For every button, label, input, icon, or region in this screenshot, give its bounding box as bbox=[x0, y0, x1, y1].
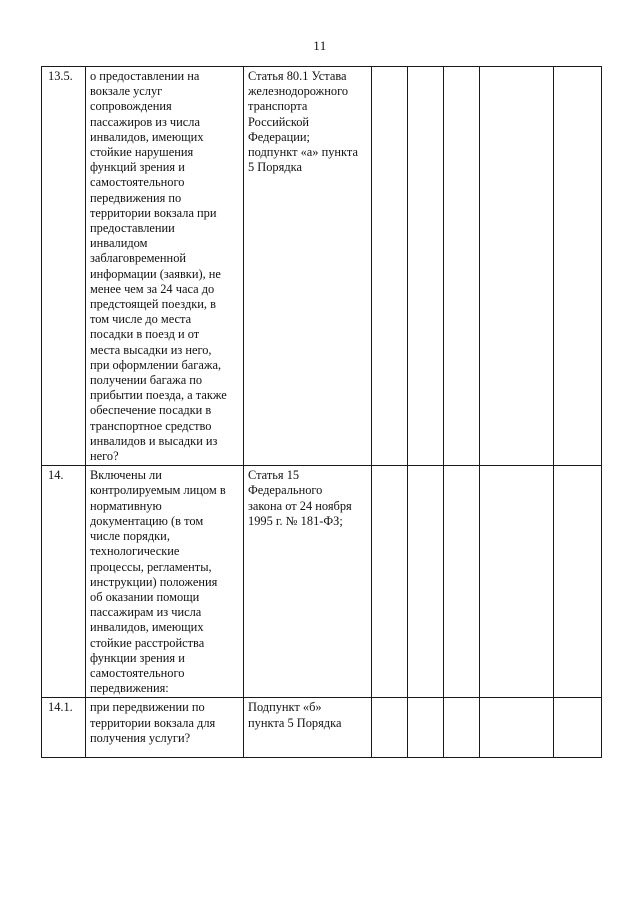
extra-cell[interactable] bbox=[554, 67, 602, 466]
question-text-line: том числе до места bbox=[90, 312, 192, 327]
legal-basis-text-line: Федерального bbox=[248, 483, 323, 498]
question-text-line: обеспечение посадки в bbox=[90, 403, 212, 418]
question-text-line: об оказании помощи bbox=[90, 589, 200, 604]
answer-na-cell[interactable] bbox=[444, 698, 480, 758]
question-text-line: инвалидов и высадки из bbox=[90, 433, 218, 448]
legal-basis-text-line: Статья 80.1 Устава bbox=[248, 69, 347, 83]
question-text-line: самостоятельного bbox=[90, 665, 185, 680]
question-text-line: при оформлении багажа, bbox=[90, 357, 222, 372]
question-text-line: предоставлении bbox=[90, 221, 175, 236]
table-row bbox=[42, 698, 602, 758]
answer-no-cell[interactable] bbox=[408, 698, 444, 758]
question-text-line: пассажиров из числа bbox=[90, 114, 200, 129]
checklist-table bbox=[41, 66, 602, 758]
legal-basis-cell bbox=[244, 698, 372, 758]
table-row bbox=[42, 466, 602, 698]
legal-basis-text-line: 1995 г. № 181-ФЗ; bbox=[248, 513, 343, 528]
question-text-line: инвалидом bbox=[90, 236, 148, 251]
question-text-line: места высадки из него, bbox=[90, 342, 212, 357]
answer-no-cell[interactable] bbox=[408, 67, 444, 466]
note-cell[interactable] bbox=[480, 698, 554, 758]
question-text-line: технологические bbox=[90, 544, 180, 559]
legal-basis-text-line: Подпункт «б» bbox=[248, 700, 322, 715]
question-text-line: процессы, регламенты, bbox=[90, 559, 212, 574]
note-cell[interactable] bbox=[480, 466, 554, 698]
question-text-line: контролируемым лицом в bbox=[90, 483, 226, 498]
answer-no-cell[interactable] bbox=[408, 466, 444, 698]
note-cell[interactable] bbox=[480, 67, 554, 466]
question-text-line: передвижения: bbox=[90, 681, 169, 696]
question-text-line: получения услуги? bbox=[90, 730, 191, 745]
question-text-line: территории вокзала при bbox=[90, 205, 217, 220]
legal-basis-cell bbox=[244, 67, 372, 466]
legal-basis-text-line: пункта 5 Порядка bbox=[248, 715, 342, 730]
question-text-line: инструкции) положения bbox=[90, 574, 218, 589]
question-text-line: информации (заявки), не bbox=[90, 266, 221, 281]
legal-basis-text-line: закона от 24 ноября bbox=[248, 498, 352, 513]
legal-basis-text-line: железнодорожного bbox=[248, 84, 349, 99]
legal-basis-cell bbox=[244, 466, 372, 698]
legal-basis-text-line: Федерации; bbox=[248, 129, 310, 144]
question-text-line: Включены ли bbox=[90, 468, 162, 483]
extra-cell[interactable] bbox=[554, 466, 602, 698]
row-number: 13.5. bbox=[42, 67, 86, 466]
question-text-line: пассажирам из числа bbox=[90, 605, 202, 620]
question-text-line: нормативную bbox=[90, 498, 162, 513]
question-text-line: инвалидов, имеющих bbox=[90, 129, 204, 144]
question-text-line: вокзале услуг bbox=[90, 84, 163, 99]
answer-na-cell[interactable] bbox=[444, 67, 480, 466]
question-text-line: прибытии поезда, а также bbox=[90, 388, 227, 403]
question-cell bbox=[86, 466, 244, 698]
question-text-line: о предоставлении на bbox=[90, 69, 200, 83]
question-text-line: инвалидов, имеющих bbox=[90, 620, 204, 635]
question-text-line: документацию (в том bbox=[90, 513, 204, 528]
checklist-table-body bbox=[42, 67, 602, 758]
question-text-line: менее чем за 24 часа до bbox=[90, 281, 215, 296]
page-number: 11 bbox=[313, 38, 327, 53]
extra-cell[interactable] bbox=[554, 698, 602, 758]
answer-na-cell[interactable] bbox=[444, 466, 480, 698]
question-text-line: него? bbox=[90, 449, 119, 464]
question-text-line: получении багажа по bbox=[90, 373, 203, 388]
legal-basis-text-line: транспорта bbox=[248, 99, 308, 114]
question-text-line: транспортное средство bbox=[90, 418, 212, 433]
question-text-line: самостоятельного bbox=[90, 175, 185, 190]
question-text-line: сопровождения bbox=[90, 99, 172, 114]
question-text-line: предстоящей поездки, в bbox=[90, 297, 216, 312]
question-text-line: территории вокзала для bbox=[90, 715, 216, 730]
question-text-line: посадки в поезд и от bbox=[90, 327, 200, 342]
question-text-line: функции зрения и bbox=[90, 650, 185, 665]
question-text-line: стойкие расстройства bbox=[90, 635, 205, 650]
answer-yes-cell[interactable] bbox=[372, 67, 408, 466]
answer-yes-cell[interactable] bbox=[372, 698, 408, 758]
question-text-line: заблаговременной bbox=[90, 251, 187, 266]
question-text-line: функций зрения и bbox=[90, 160, 185, 175]
question-text-line: при передвижении по bbox=[90, 700, 205, 715]
table-row bbox=[42, 67, 602, 466]
question-text-line: стойкие нарушения bbox=[90, 145, 194, 160]
legal-basis-text-line: подпункт «а» пункта bbox=[248, 145, 358, 160]
question-text-line: числе порядки, bbox=[90, 529, 170, 544]
row-number: 14. bbox=[42, 466, 86, 698]
legal-basis-text-line: Российской bbox=[248, 114, 310, 129]
answer-yes-cell[interactable] bbox=[372, 466, 408, 698]
legal-basis-text-line: Статья 15 bbox=[248, 468, 300, 483]
question-cell bbox=[86, 698, 244, 758]
legal-basis-text-line: 5 Порядка bbox=[248, 160, 302, 175]
question-text-line: передвижения по bbox=[90, 190, 182, 205]
question-cell bbox=[86, 67, 244, 466]
row-number: 14.1. bbox=[42, 698, 86, 758]
